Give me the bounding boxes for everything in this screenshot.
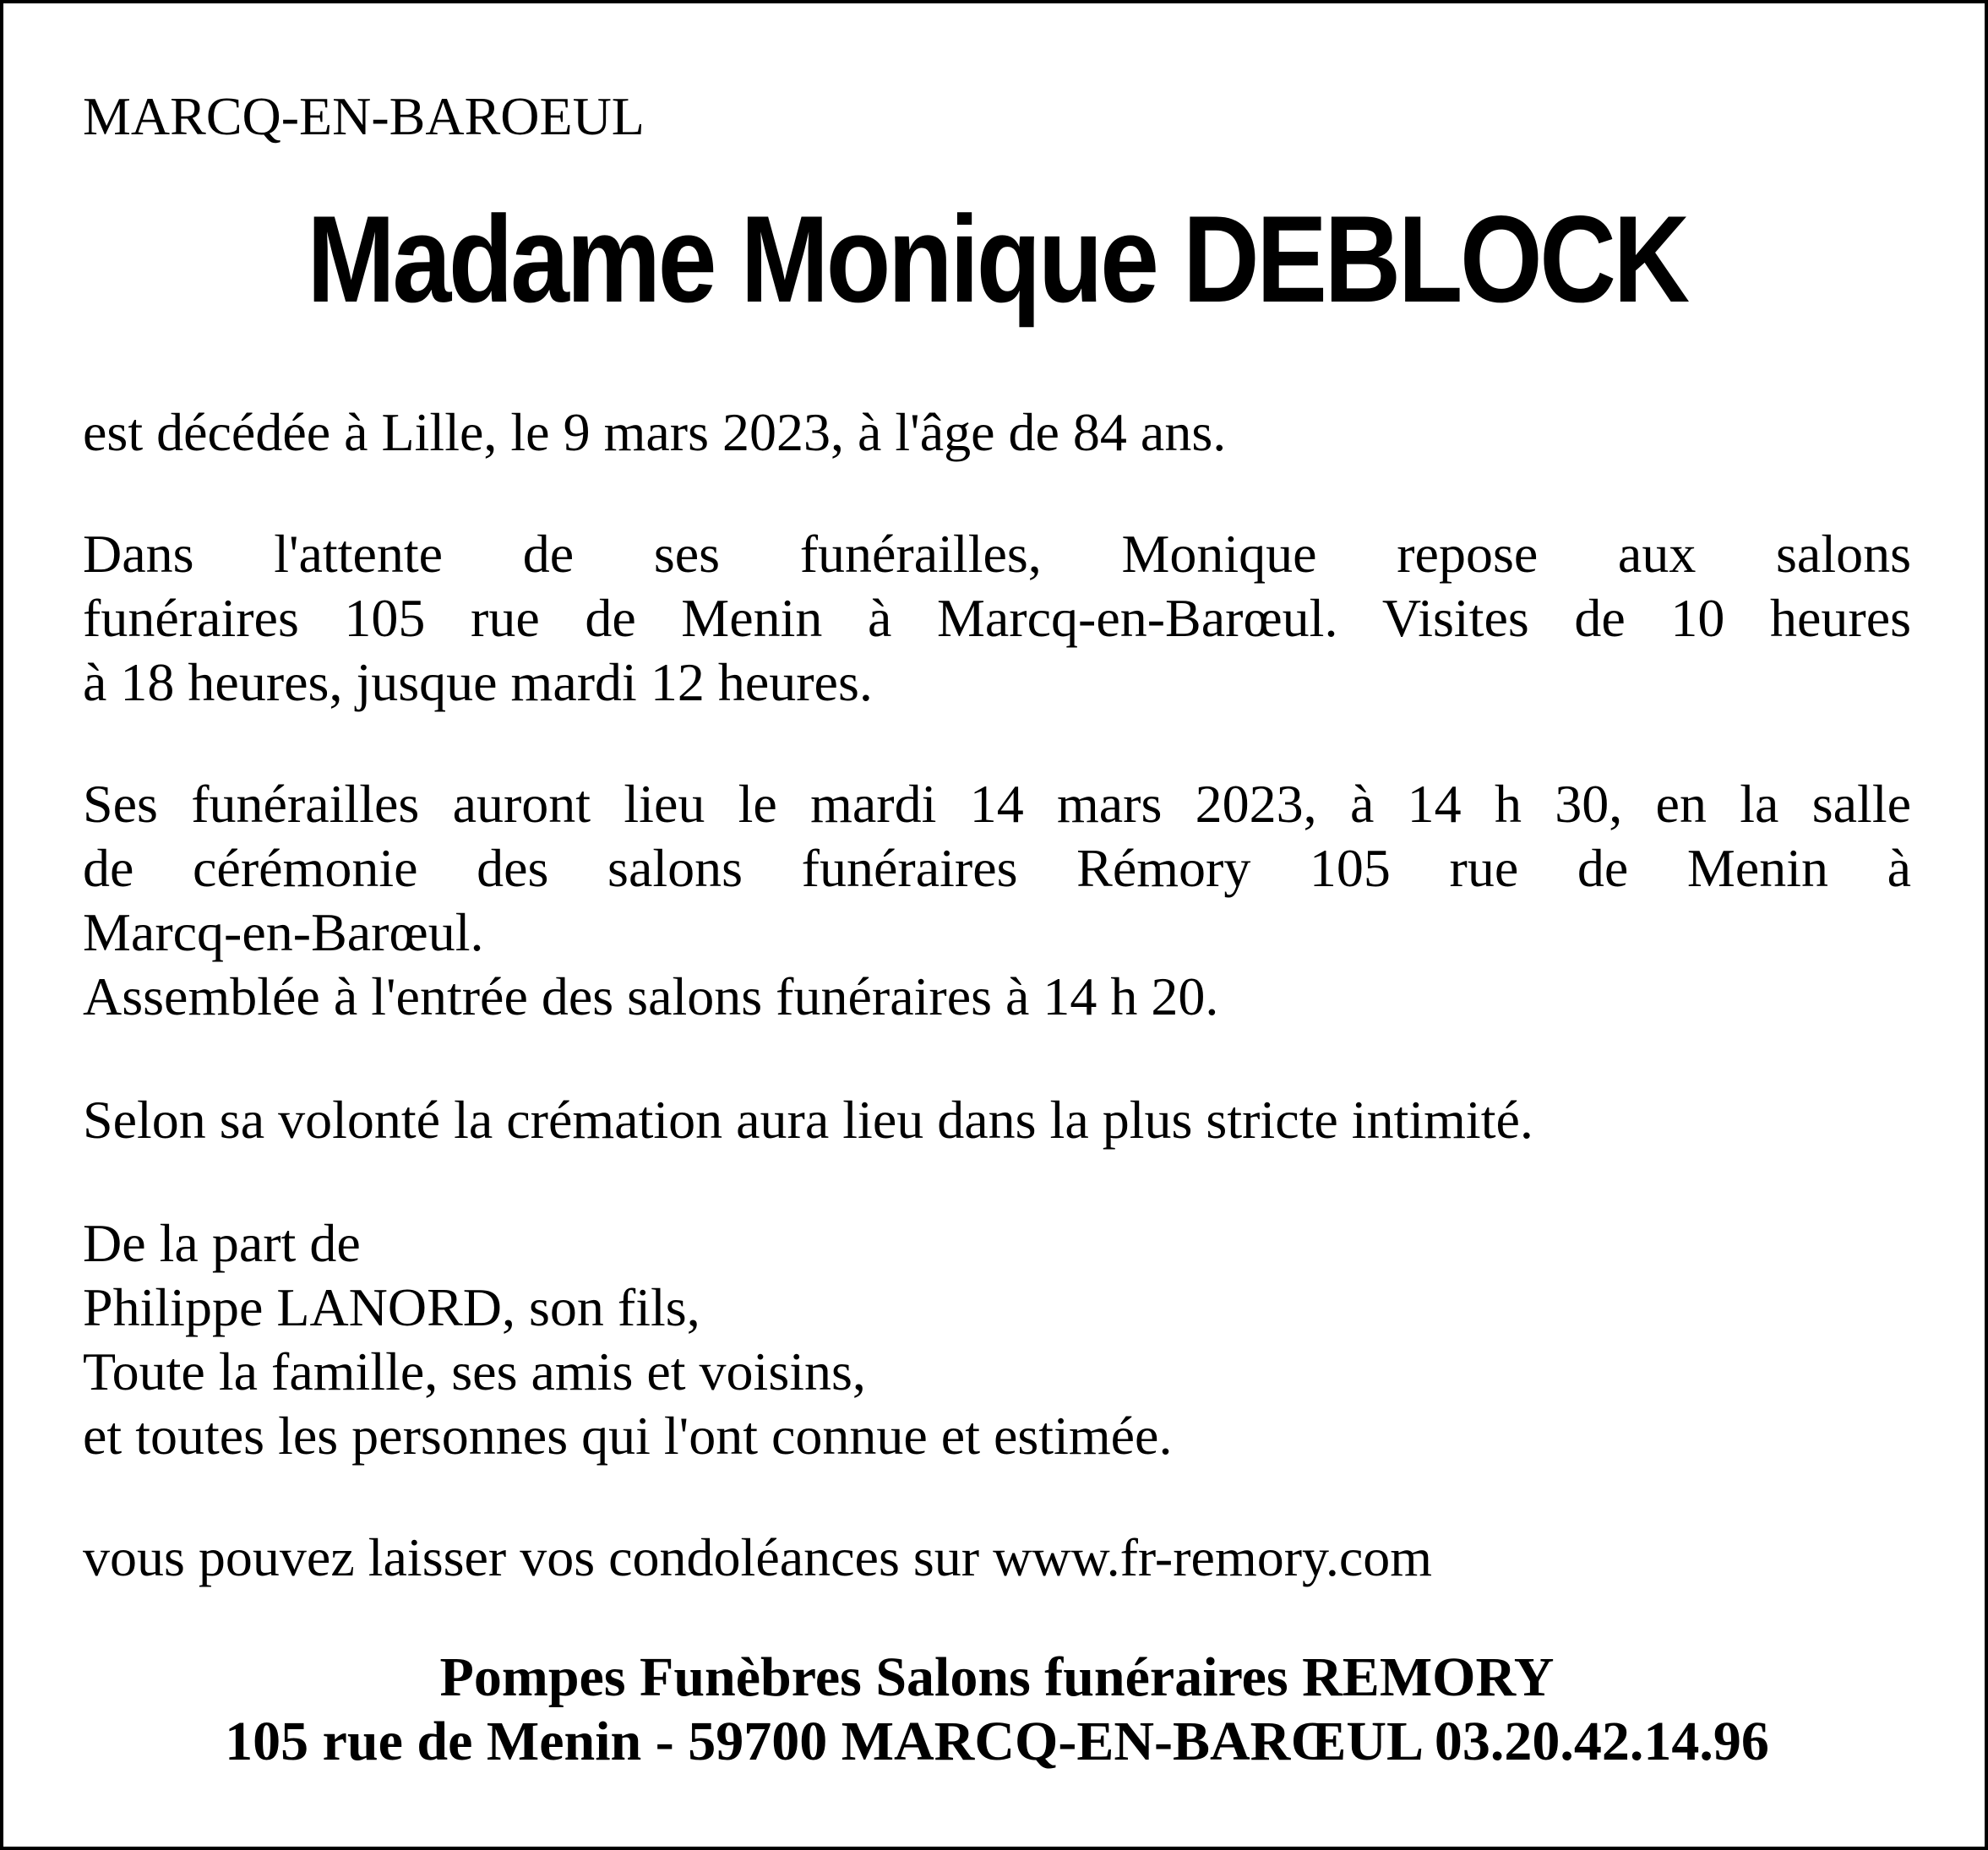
- condolences-line: vous pouvez laisser vos condoléances sur www.fr-remory.com: [83, 1527, 1433, 1587]
- viewing-paragraph-line-2: funéraires 105 rue de Menin à Marcq-en-Barœul. Visites de 10 heures: [83, 588, 1911, 648]
- cremation-line: Selon sa volonté la crémation aura lieu dans la plus stricte intimité.: [83, 1090, 1533, 1150]
- funeral-home-address: 105 rue de Menin - 59700 MARCQ-EN-BARŒUL 03.20.42.14.96: [225, 1711, 1769, 1772]
- funeral-home-name: Pompes Funèbres Salons funéraires REMORY: [439, 1646, 1555, 1708]
- funeral-paragraph-line-1: Ses funérailles auront lieu le mardi 14 mars 2023, à 14 h 30, en la salle: [83, 774, 1911, 834]
- funeral-paragraph-line-2: de cérémonie des salons funéraires Rémory 105 rue de Menin à: [83, 838, 1911, 898]
- deceased-name: Madame Monique DEBLOCK: [307, 190, 1687, 328]
- viewing-paragraph-line-3: à 18 heures, jusque mardi 12 heures.: [83, 652, 873, 712]
- from-line-3: Toute la famille, ses amis et voisins,: [83, 1341, 866, 1401]
- funeral-paragraph-line-3: Marcq-en-Barœul.: [83, 902, 484, 962]
- viewing-paragraph-line-1: Dans l'attente de ses funérailles, Monique repose aux salons: [83, 524, 1911, 584]
- from-line-1: De la part de: [83, 1213, 361, 1273]
- from-line-4: et toutes les personnes qui l'ont connue et estimée.: [83, 1406, 1173, 1466]
- assembly-line: Assemblée à l'entrée des salons funéraires à 14 h 20.: [83, 966, 1219, 1026]
- from-line-2: Philippe LANORD, son fils,: [83, 1277, 700, 1337]
- death-announcement: est décédée à Lille, le 9 mars 2023, à l'âge de 84 ans.: [83, 402, 1227, 462]
- city-header: MARCQ-EN-BAROEUL: [83, 86, 645, 146]
